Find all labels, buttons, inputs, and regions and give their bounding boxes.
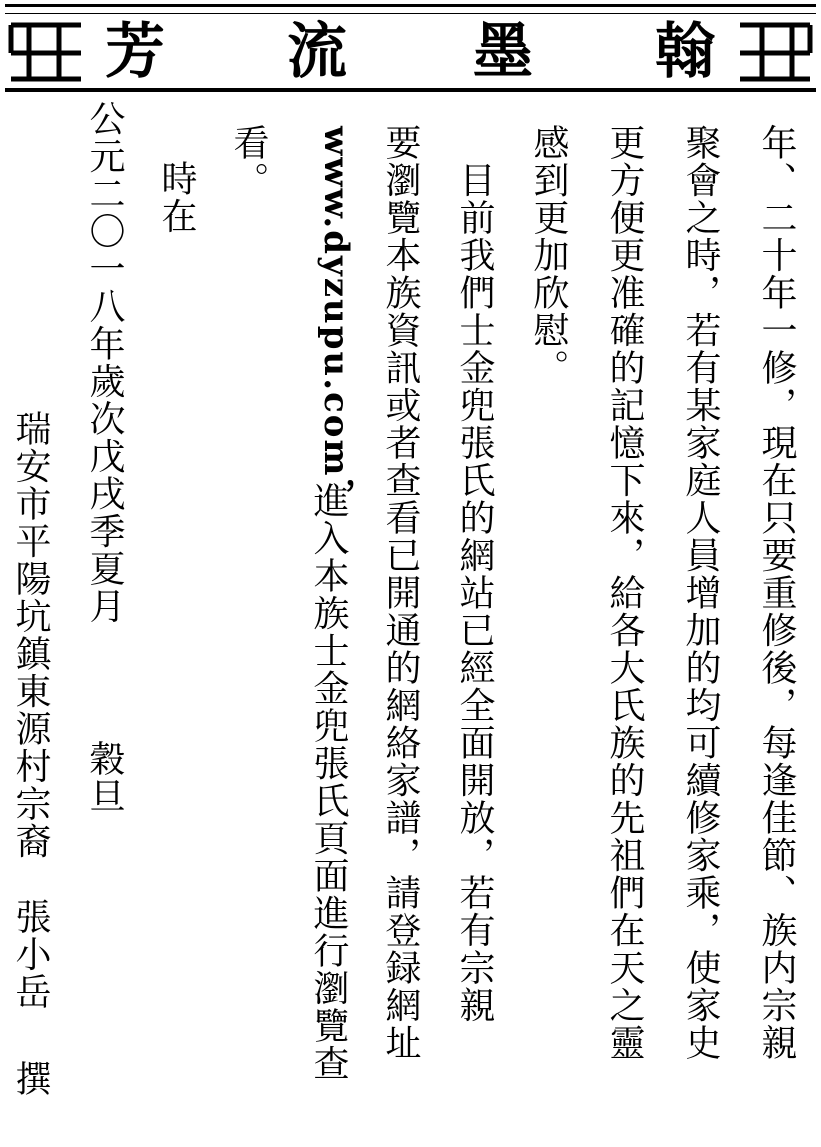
title-char-4: 芳 bbox=[105, 17, 165, 87]
fret-ornament-right-icon bbox=[736, 15, 814, 87]
title-char-3: 流 bbox=[287, 17, 347, 87]
text-column: 感到更加欣慰。 bbox=[528, 124, 569, 387]
text-column: 看。 bbox=[228, 124, 269, 199]
text-column: 進入本族士金兜張氏頁面進行瀏覽查 bbox=[308, 482, 349, 1082]
closing-shizai: 時在 bbox=[156, 160, 197, 235]
website-url: www.dyzupu.com， bbox=[316, 126, 356, 514]
closing-gudan: 穀旦 bbox=[84, 740, 125, 815]
banner-rule bbox=[5, 13, 816, 14]
text-column: 更方便更准確的記憶下來，給各大氏族的先祖們在天之靈 bbox=[604, 124, 645, 1062]
title-char-2: 墨 bbox=[473, 17, 533, 87]
title-banner bbox=[5, 4, 816, 92]
text-column: 目前我們士金兜張氏的網站已經全面開放，若有宗親 bbox=[454, 124, 495, 1024]
fret-ornament-left-icon bbox=[7, 15, 85, 87]
text-column: 要瀏覽本族資訊或者查看已開通的網絡家譜，請登録網址 bbox=[380, 124, 421, 1062]
text-column: 年、二十年一修，現在只要重修後，每逢佳節、族内宗親 bbox=[756, 124, 797, 1062]
closing-date: 公元二〇一八年歲次戊戌季夏月 bbox=[84, 100, 125, 625]
closing-zhuan: 撰 bbox=[10, 1060, 51, 1098]
title-char-1: 翰 bbox=[655, 17, 715, 87]
closing-author-name: 張小岳 bbox=[10, 898, 51, 1011]
closing-author: 瑞安市平陽坑鎮東源村宗裔 bbox=[10, 410, 51, 860]
text-column: 聚會之時，若有某家庭人員增加的均可續修家乘，使家史 bbox=[680, 124, 721, 1062]
